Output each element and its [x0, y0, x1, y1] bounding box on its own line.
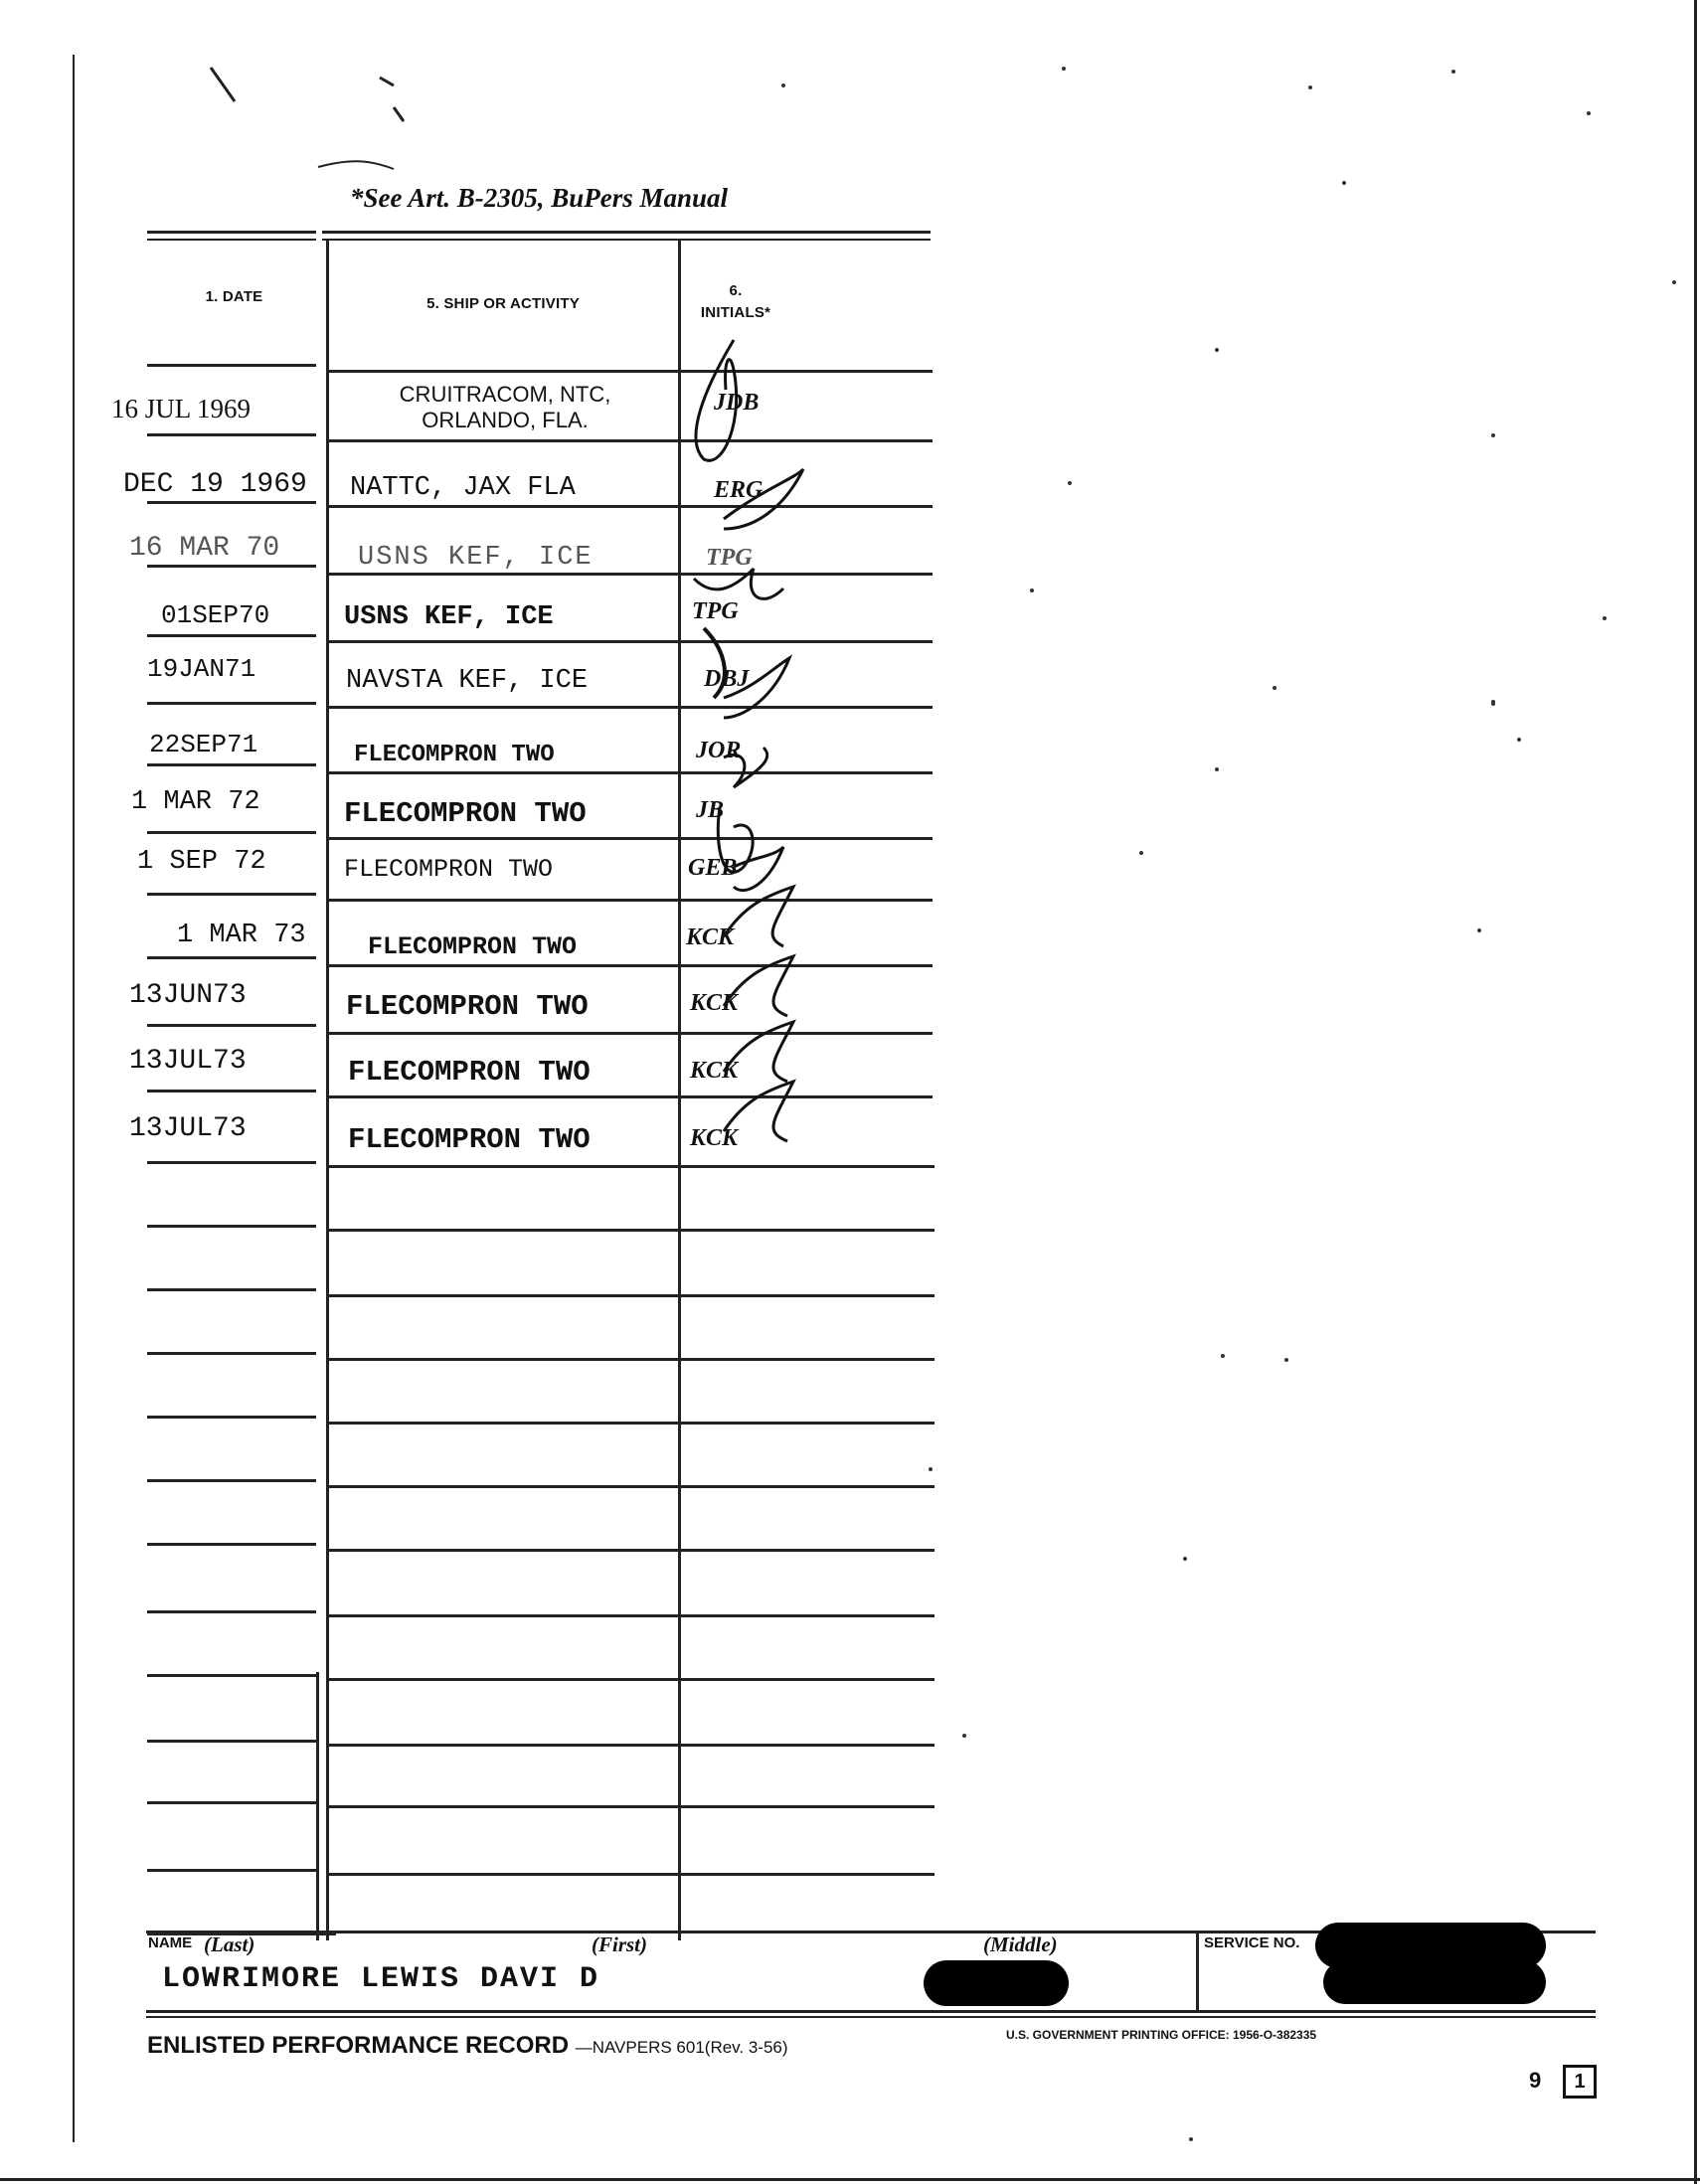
row-rule: [147, 956, 316, 959]
row-6-ship: FLECOMPRON TWO: [354, 742, 555, 768]
scan-speck: [1451, 70, 1455, 74]
page-box-number: 1: [1563, 2065, 1597, 2099]
row-rule: [326, 1805, 935, 1808]
row-8-date: 1 SEP 72: [137, 847, 266, 877]
name-block: [146, 1931, 1596, 2020]
row-rule: [147, 1225, 316, 1228]
row-rule: [326, 1873, 935, 1876]
page-bottom-border: [0, 2178, 1700, 2181]
bupers-manual-note: *See Art. B-2305, BuPers Manual: [350, 183, 729, 213]
scan-speck: [1603, 616, 1607, 620]
row-rule: [326, 640, 933, 643]
row-12-initials: KCK: [690, 1125, 739, 1151]
row-rule: [326, 1549, 935, 1552]
row-8-ship: FLECOMPRON TWO: [344, 855, 554, 884]
header-ship-activity: 5. SHIP OR ACTIVITY: [426, 295, 580, 312]
rule-top-right: [322, 231, 931, 234]
row-rule: [147, 1801, 316, 1804]
row-rule: [326, 370, 933, 373]
row-9-ship: FLECOMPRON TWO: [368, 932, 578, 961]
row-1-ship-line1: CRUITRACOM, NTC,: [399, 382, 611, 407]
row-rule: [326, 505, 933, 508]
row-rule: [147, 1543, 316, 1546]
row-9-initials: KCK: [686, 924, 735, 950]
row-7-initials: JB: [696, 797, 725, 823]
row-rule: [147, 1288, 316, 1291]
column-divider-date-lower: [316, 1672, 319, 1940]
row-rule: [326, 1229, 935, 1232]
header-initials: INITIALS*: [700, 304, 771, 321]
row-rule: [147, 501, 316, 504]
row-1-ship-line2: ORLANDO, FLA.: [422, 408, 589, 432]
row-rule: [326, 1032, 933, 1035]
row-12-ship: FLECOMPRON TWO: [348, 1123, 591, 1156]
row-4-initials: TPG: [692, 598, 739, 624]
header-date: 1. DATE: [205, 288, 263, 305]
row-9-date: 1 MAR 73: [177, 921, 306, 950]
row-rule: [326, 1614, 935, 1617]
row-rule: [147, 763, 316, 766]
scan-speck: [1189, 2137, 1193, 2141]
gpo-imprint: U.S. GOVERNMENT PRINTING OFFICE: 1956-O-382335: [1006, 2028, 1317, 2042]
form-number: —NAVPERS 601(Rev. 3-56): [575, 2038, 788, 2057]
row-10-ship: FLECOMPRON TWO: [346, 990, 589, 1023]
scan-speck: [1587, 111, 1591, 115]
redaction-service-number-2: [1323, 1960, 1546, 2004]
form-title: [147, 2032, 788, 2060]
scan-speck: [1215, 767, 1219, 771]
name-block-bottom-rule: [146, 2010, 1596, 2013]
scan-speck: [1308, 85, 1312, 89]
row-6-date: 22SEP71: [149, 730, 258, 759]
row-rule: [326, 1165, 935, 1168]
row-4-date: 01SEP70: [161, 600, 270, 630]
name-block-bottom-rule-2: [146, 2016, 1596, 2018]
scan-speck: [1284, 1358, 1288, 1362]
row-6-initials: JOR: [696, 738, 742, 763]
row-rule: [147, 1869, 316, 1872]
scan-speck: [1221, 1354, 1225, 1358]
row-7-date: 1 MAR 72: [131, 787, 260, 817]
row-10-initials: KCK: [690, 990, 739, 1016]
scan-speck: [1215, 348, 1219, 352]
row-1-ship: [336, 382, 674, 433]
last-name-label: (Last): [204, 1932, 255, 1956]
scan-speck: [1491, 702, 1495, 706]
name-value: LOWRIMORE LEWIS DAVI D: [162, 1962, 600, 1996]
rule-top-left-2: [147, 239, 316, 241]
row-rule: [326, 573, 933, 576]
row-2-initials: ERG: [714, 477, 764, 503]
scan-speck: [1477, 928, 1481, 932]
row-2-ship: NATTC, JAX FLA: [350, 473, 576, 503]
row-5-initials: DBJ: [704, 666, 750, 692]
row-10-date: 13JUN73: [129, 980, 247, 1011]
row-rule: [326, 1744, 935, 1747]
row-rule: [147, 1090, 316, 1092]
scan-speck: [1068, 481, 1072, 485]
row-8-initials: GEB: [688, 855, 738, 881]
row-rule: [147, 1740, 316, 1743]
row-rule: [326, 1358, 935, 1361]
row-12-date: 13JUL73: [129, 1113, 247, 1144]
scan-speck: [1491, 433, 1495, 437]
column-divider-date: [326, 241, 329, 1940]
row-rule: [326, 964, 933, 967]
row-rule: [326, 771, 933, 774]
row-5-ship: NAVSTA KEF, ICE: [346, 666, 589, 696]
row-rule: [326, 706, 933, 709]
row-rule: [147, 1674, 316, 1677]
row-1-initials: JDB: [714, 390, 760, 416]
row-5-date: 19JAN71: [147, 654, 256, 684]
row-rule: [147, 433, 316, 436]
row-rule: [326, 899, 933, 902]
first-name-label: (First): [592, 1932, 648, 1956]
row-3-date: 16 MAR 70: [129, 533, 280, 564]
scan-speck: [929, 1467, 933, 1471]
row-rule: [147, 364, 316, 367]
row-rule: [147, 1024, 316, 1027]
row-1-date: 16 JUL 1969: [111, 394, 251, 423]
rule-top-left: [147, 231, 316, 234]
scan-speck: [1517, 738, 1521, 742]
scan-speck: [1183, 1557, 1187, 1561]
name-label: NAME: [148, 1934, 193, 1951]
row-11-date: 13JUL73: [129, 1046, 247, 1077]
row-rule: [147, 1352, 316, 1355]
row-rule: [326, 1294, 935, 1297]
form-title-text: ENLISTED PERFORMANCE RECORD: [147, 2032, 570, 2059]
row-7-ship: FLECOMPRON TWO: [344, 797, 587, 830]
row-rule: [326, 439, 933, 442]
row-rule: [147, 1479, 316, 1482]
performance-record-table: [111, 231, 793, 1940]
service-number-label: SERVICE NO.: [1204, 1934, 1300, 1951]
row-rule: [326, 1678, 935, 1681]
row-rule: [147, 702, 316, 705]
row-rule: [326, 1485, 935, 1488]
row-2-date: DEC 19 1969: [123, 469, 307, 500]
row-rule: [326, 1095, 933, 1098]
row-rule: [147, 1416, 316, 1419]
scan-speck: [1139, 851, 1143, 855]
row-rule: [326, 837, 933, 840]
service-no-divider: [1196, 1931, 1199, 2012]
scan-speck: [1273, 686, 1276, 690]
row-4-ship: USNS KEF, ICE: [344, 602, 554, 632]
header-initials-number: 6.: [729, 282, 743, 299]
scan-marks: [199, 60, 437, 179]
page-left-border: [73, 55, 75, 2142]
scan-speck: [781, 84, 785, 87]
row-3-initials: TPG: [706, 545, 753, 571]
scan-speck: [1672, 280, 1676, 284]
middle-name-label: (Middle): [983, 1932, 1058, 1956]
row-rule: [147, 893, 316, 896]
row-11-initials: KCK: [690, 1058, 739, 1084]
rule-top-right-2: [322, 239, 931, 241]
row-rule: [326, 1422, 935, 1425]
redaction-middle-name: [924, 1960, 1069, 2006]
row-rule: [147, 831, 316, 834]
row-rule: [147, 565, 316, 568]
initials-signatures: [664, 330, 813, 1145]
row-rule: [147, 634, 316, 637]
row-3-ship: USNS KEF, ICE: [358, 543, 594, 573]
scan-speck: [962, 1734, 966, 1738]
row-rule: [147, 1161, 316, 1164]
row-11-ship: FLECOMPRON TWO: [348, 1056, 591, 1089]
scan-speck: [1062, 67, 1066, 71]
scan-speck: [1030, 588, 1034, 592]
page-right-border: [1694, 0, 1697, 2184]
row-rule: [147, 1610, 316, 1613]
page-number: 9: [1529, 2068, 1542, 2093]
scan-speck: [1342, 181, 1346, 185]
